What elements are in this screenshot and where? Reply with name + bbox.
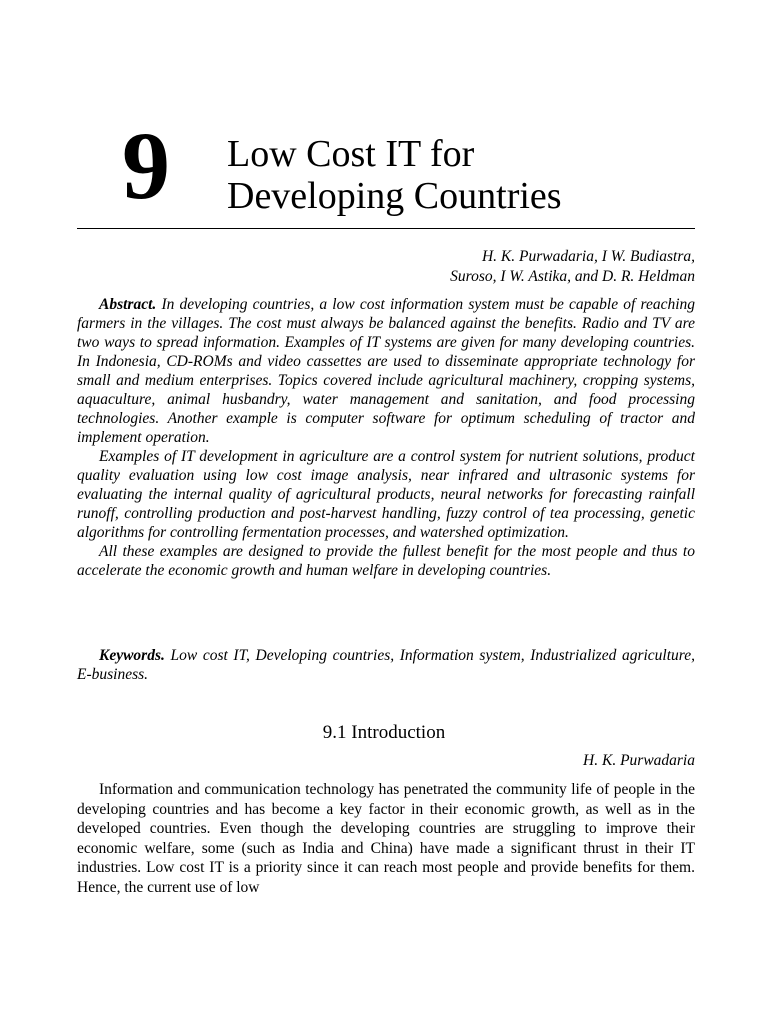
abstract-label: Abstract.: [99, 296, 157, 313]
chapter-title-line-2: Developing Countries: [227, 175, 562, 217]
chapter-authors: [450, 247, 695, 287]
section-author: H. K. Purwadaria: [583, 752, 695, 769]
abstract-paragraph-2: Examples of IT development in agriculture are a control system for nutrient solutions, product quality evaluation using low cost image analysis, near infrared and ultrasonic systems for evaluating the internal quality of agricultural products, neural networks for forecasting rainfall runoff, controlling production and post-harvest handling, fuzzy control of tea processing, genetic algorithms for controlling fermentation processes, and watershed optimization.: [77, 448, 695, 541]
abstract: [77, 295, 695, 580]
introduction-body: [77, 780, 695, 897]
introduction-paragraph-1: Information and communication technology has penetrated the community life of people in the developing countries and has become a key factor in their economic growth, as well as in the developed countries. Even though the developing countries are struggling to improve their economic welfare, some (such as India and China) have made a significant thrust in their IT industries. Low cost IT is a priority since it can reach most people and provide benefits for them. Hence, the current use of low: [77, 781, 695, 896]
chapter-title-line-1: Low Cost IT for: [227, 133, 475, 175]
keywords: [77, 646, 695, 684]
abstract-paragraph-1: [77, 295, 695, 447]
keywords-label: Keywords.: [99, 647, 165, 664]
abstract-text-1: In developing countries, a low cost information system must be capable of reaching farmers in the villages. The cost must always be balanced against the benefits. Radio and TV are two ways to spread information. Examples of IT systems are given for many developing countries. In Indonesia, CD-ROMs and video cassettes are used to disseminate appropriate technology for small and medium enterprises. Topics covered include agricultural machinery, cropping systems, aquaculture, animal husbandry, water management and sanitation, and food processing technologies. Another example is computer software for optimum scheduling of tractor and implement operation.: [77, 296, 696, 446]
authors-line-2: Suroso, I W. Astika, and D. R. Heldman: [450, 268, 695, 285]
chapter-title: [227, 133, 562, 217]
keywords-text: Low cost IT, Developing countries, Information system, Industrialized agriculture, E-business.: [77, 647, 696, 683]
title-rule: [77, 228, 695, 229]
abstract-paragraph-3: All these examples are designed to provide the fullest benefit for the most people and thus to accelerate the economic growth and human welfare in developing countries.: [77, 543, 695, 579]
authors-line-1: H. K. Purwadaria, I W. Budiastra,: [481, 248, 695, 265]
section-heading: 9.1 Introduction: [322, 722, 446, 743]
chapter-number: 9: [122, 112, 170, 219]
keywords-paragraph: [77, 646, 695, 684]
